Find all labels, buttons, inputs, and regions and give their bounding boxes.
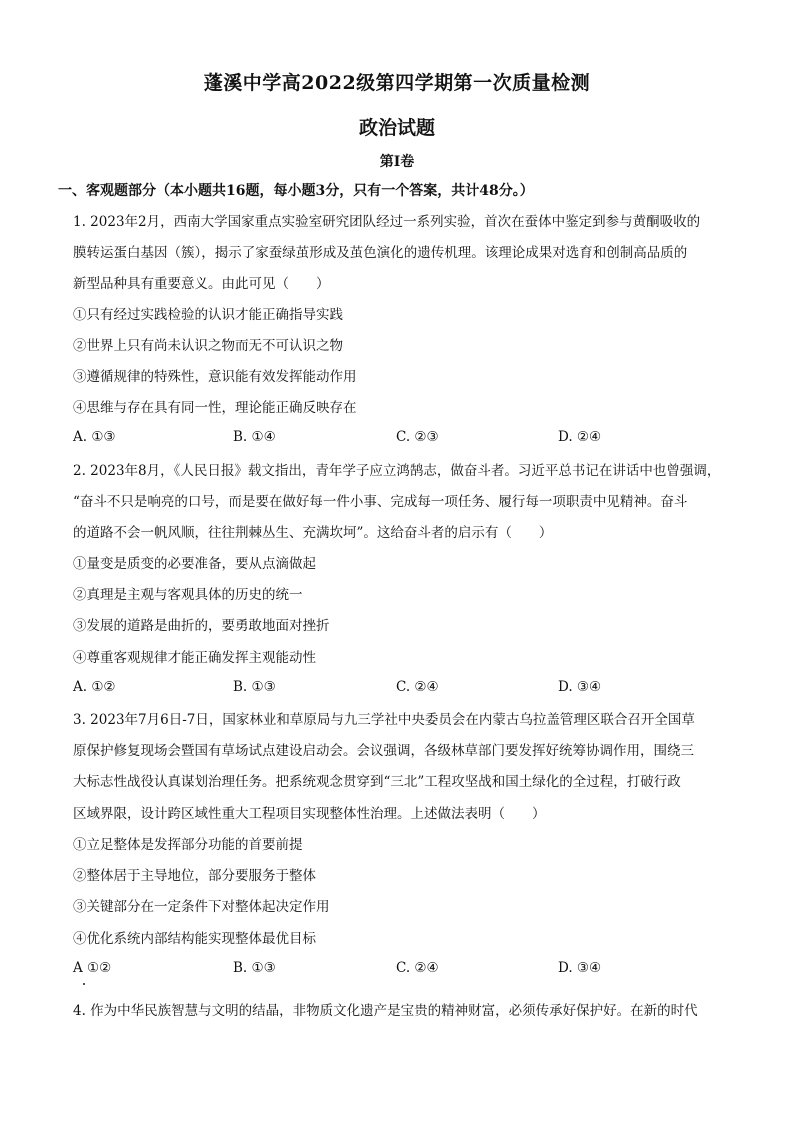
option-b: B. ①④ xyxy=(233,429,276,445)
exam-title: 蓬溪中学高2022级第四学期第一次质量检测 xyxy=(203,72,591,94)
option-a: A ①② xyxy=(73,960,112,976)
question-stem-line: 新型品种具有重要意义。由此可见（ ） xyxy=(73,276,330,292)
option-c: C. ②④ xyxy=(396,679,439,695)
option-d: D. ③④ xyxy=(558,679,602,695)
statement-item: ④尊重客观规律才能正确发挥主观能动性 xyxy=(73,650,316,666)
option-a: A. ①③ xyxy=(73,429,116,445)
option-b: B. ①③ xyxy=(233,960,276,976)
option-b: B. ①③ xyxy=(233,679,276,695)
option-a: A. ①② xyxy=(73,679,116,695)
statement-item: ④思维与存在具有同一性，理论能正确反映存在 xyxy=(73,400,357,416)
question-stem-line: 2. 2023年8月，《人民日报》载文指出，青年学子应立鸿鹄志，做奋斗者。习近平总书记在讲话中也曾强调， xyxy=(73,463,721,479)
question-stem-line: 区域界限，设计跨区域性重大工程项目实现整体性治理。上述做法表明（ ） xyxy=(73,806,546,822)
statement-item: ③关键部分在一定条件下对整体起决定作用 xyxy=(73,899,330,915)
statement-item: ②世界上只有尚未认识之物而无不可认识之物 xyxy=(73,338,343,354)
statement-item: ②真理是主观与客观具体的历史的统一 xyxy=(73,587,303,603)
question-stem-line: 大标志性战役认真谋划治理任务。把系统观念贯穿到“三北”工程攻坚战和国土绿化的全过程，打破行政 xyxy=(73,774,681,790)
statement-item: ④优化系统内部结构能实现整体最优目标 xyxy=(73,931,316,947)
statement-item: ①立足整体是发挥部分功能的首要前提 xyxy=(73,837,303,853)
question-stem-line: 1. 2023年2月，西南大学国家重点实验室研究团队经过一系列实验，首次在蚕体中鉴定到参与黄酮吸收的 xyxy=(73,214,701,230)
option-d: D. ③④ xyxy=(558,960,602,976)
statement-item: ①只有经过实践检验的认识才能正确指导实践 xyxy=(73,307,343,323)
statement-item: ①量变是质变的必要准备，要从点滴做起 xyxy=(73,556,316,572)
subject-title: 政治试题 xyxy=(358,117,435,139)
option-c: C. ②③ xyxy=(396,429,439,445)
section-heading: 一、客观题部分（本小题共16题，每小题3分，只有一个答案，共计48分。） xyxy=(58,183,534,199)
statement-item: ②整体居于主导地位，部分要服务于整体 xyxy=(73,868,316,884)
question-stem-line: 4. 作为中华民族智慧与文明的结晶，非物质文化遗产是宝贵的精神财富，必须传承好保护好。在新的时代 xyxy=(73,1003,698,1019)
volume-label: 第Ⅰ卷 xyxy=(379,154,415,170)
scan-dot xyxy=(83,983,85,985)
question-stem-line: 的道路不会一帆风顺，往往荆棘丛生、充满坎坷”。这给奋斗者的启示有（ ） xyxy=(73,525,553,541)
option-d: D. ②④ xyxy=(558,429,602,445)
option-c: C. ②④ xyxy=(396,960,439,976)
statement-item: ③遵循规律的特殊性，意识能有效发挥能动作用 xyxy=(73,369,357,385)
question-stem-line: “奋斗不只是响亮的口号，而是要在做好每一件小事、完成每一项任务、履行每一项职责中见精神。奋斗 xyxy=(73,494,688,510)
question-stem-line: 3. 2023年7月6日-7日，国家林业和草原局与九三学社中央委员会在内蒙古乌拉盖管理区联合召开全国草 xyxy=(73,712,695,728)
question-stem-line: 膜转运蛋白基因（簇），揭示了家蚕绿茧形成及茧色演化的遗传机理。该理论成果对选育和创制高品质的 xyxy=(73,245,688,261)
question-stem-line: 原保护修复现场会暨国有草场试点建设启动会。会议强调，各级林草部门要发挥好统筹协调作用，围绕三 xyxy=(73,743,694,759)
statement-item: ③发展的道路是曲折的，要勇敢地面对挫折 xyxy=(73,618,330,634)
